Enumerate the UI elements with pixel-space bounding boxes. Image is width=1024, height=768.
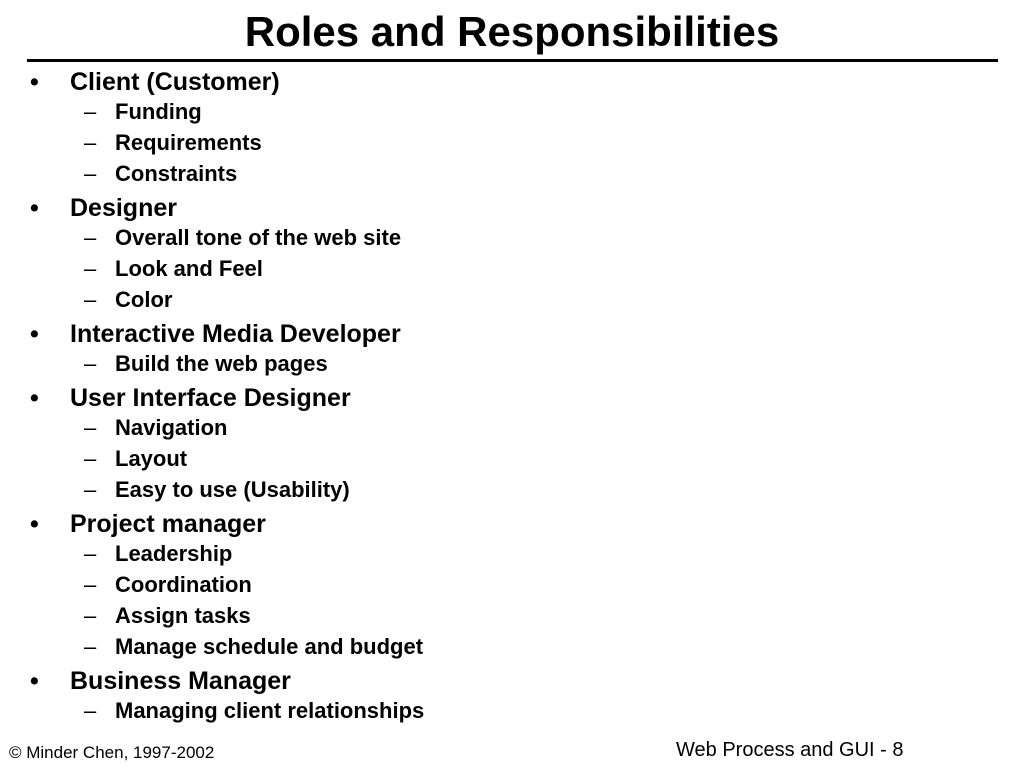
bullet-item <box>0 662 1024 695</box>
sub-item-label: Funding <box>115 99 202 124</box>
sub-item <box>0 412 1024 443</box>
bullet-group <box>0 63 1024 189</box>
sub-item <box>0 127 1024 158</box>
sub-item <box>0 695 1024 726</box>
sub-item-label: Managing client relationships <box>115 698 425 723</box>
sub-item-label: Color <box>115 287 173 312</box>
bullet-dot-icon: • <box>30 384 39 412</box>
sub-item <box>0 158 1024 189</box>
sub-item-label: Easy to use (Usability) <box>115 477 350 502</box>
sub-item <box>0 538 1024 569</box>
bullet-group <box>0 315 1024 379</box>
sub-item <box>0 253 1024 284</box>
dash-icon: – <box>84 256 97 281</box>
dash-icon: – <box>84 99 97 124</box>
dash-icon: – <box>84 225 97 250</box>
title-divider <box>27 59 998 62</box>
bullet-dot-icon: • <box>30 667 39 695</box>
dash-icon: – <box>84 477 97 502</box>
dash-icon: – <box>84 572 97 597</box>
bullet-label: Business Manager <box>70 667 291 695</box>
dash-icon: – <box>84 698 97 723</box>
sub-item <box>0 96 1024 127</box>
bullet-item <box>0 315 1024 348</box>
sub-item-label: Manage schedule and budget <box>115 634 424 659</box>
bullet-item <box>0 189 1024 222</box>
bullet-item <box>0 505 1024 538</box>
bullet-list <box>0 63 1024 726</box>
sub-item <box>0 222 1024 253</box>
dash-icon: – <box>84 351 97 376</box>
dash-icon: – <box>84 541 97 566</box>
dash-icon: – <box>84 161 97 186</box>
bullet-dot-icon: • <box>30 194 39 222</box>
dash-icon: – <box>84 287 97 312</box>
sub-item-label: Layout <box>115 446 188 471</box>
bullet-group <box>0 379 1024 505</box>
sub-item-label: Constraints <box>115 161 238 186</box>
sub-item-label: Navigation <box>115 415 228 440</box>
sub-item <box>0 284 1024 315</box>
bullet-dot-icon: • <box>30 68 39 96</box>
bullet-item <box>0 379 1024 412</box>
dash-icon: – <box>84 130 97 155</box>
dash-icon: – <box>84 603 97 628</box>
bullet-label: Client (Customer) <box>70 68 280 96</box>
sub-item-label: Coordination <box>115 572 252 597</box>
bullet-label: Interactive Media Developer <box>70 320 401 348</box>
sub-item <box>0 443 1024 474</box>
dash-icon: – <box>84 446 97 471</box>
bullet-group <box>0 662 1024 726</box>
bullet-label: Designer <box>70 194 177 222</box>
bullet-label: User Interface Designer <box>70 384 351 412</box>
sub-item-label: Requirements <box>115 130 262 155</box>
sub-item-label: Leadership <box>115 541 233 566</box>
slide-title: Roles and Responsibilities <box>244 8 780 55</box>
bullet-group <box>0 189 1024 315</box>
sub-item <box>0 631 1024 662</box>
dash-icon: – <box>84 415 97 440</box>
bullet-label: Project manager <box>70 510 266 538</box>
bullet-group <box>0 505 1024 662</box>
footer-copyright: © Minder Chen, 1997-2002 <box>9 743 215 762</box>
bullet-item <box>0 63 1024 96</box>
sub-item-label: Look and Feel <box>115 256 263 281</box>
footer-page-label: Web Process and GUI - 8 <box>676 739 904 761</box>
sub-item <box>0 569 1024 600</box>
sub-item-label: Build the web pages <box>115 351 328 376</box>
bullet-dot-icon: • <box>30 320 39 348</box>
sub-item-label: Overall tone of the web site <box>115 225 402 250</box>
bullet-dot-icon: • <box>30 510 39 538</box>
sub-item <box>0 474 1024 505</box>
dash-icon: – <box>84 634 97 659</box>
sub-item-label: Assign tasks <box>115 603 251 628</box>
sub-item <box>0 600 1024 631</box>
sub-item <box>0 348 1024 379</box>
